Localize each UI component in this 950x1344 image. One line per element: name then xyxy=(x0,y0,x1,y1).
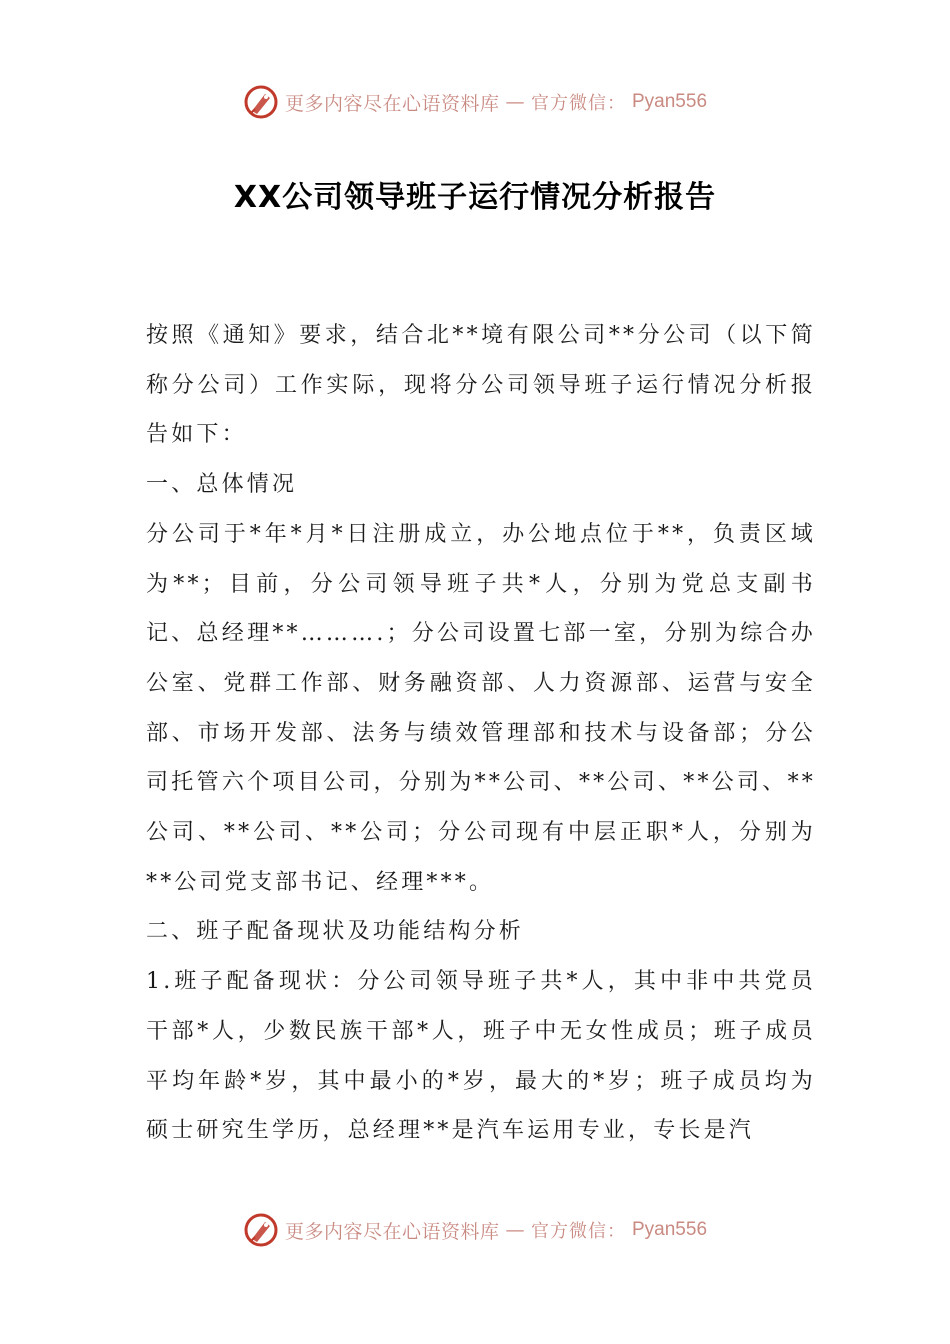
watermark-banner-bottom xyxy=(0,1210,950,1250)
watermark-dash: — xyxy=(505,1219,525,1241)
pen-nib-circle-icon xyxy=(243,1212,279,1248)
watermark-banner-top xyxy=(0,82,950,122)
watermark-main-text: 更多内容尽在心语资料库 xyxy=(284,1220,500,1243)
section-heading-overview: 一、总体情况 xyxy=(146,472,298,498)
document-title: XX公司领导班子运行情况分析报告 xyxy=(233,180,717,215)
watermark-dash: — xyxy=(505,91,525,113)
team-status-paragraph: 1.班子配备现状：分公司领导班子共*人，其中非中共党员干部*人，少数民族干部*人，班子中无女性成员；班子成员平均年龄*岁，其中最小的*岁，最大的*岁；班子成员均为硕士研究生学历，总经理**是汽车运用专业，专长是汽 xyxy=(146,969,816,1144)
watermark-wechat-id: Pyan556 xyxy=(632,1219,708,1240)
watermark-sub-text: 官方微信： xyxy=(531,93,626,114)
watermark-sub-text: 官方微信： xyxy=(531,1221,626,1242)
watermark-wechat-id: Pyan556 xyxy=(632,91,708,112)
section-heading-team-analysis: 二、班子配备现状及功能结构分析 xyxy=(146,919,525,945)
pen-nib-circle-icon xyxy=(243,84,279,120)
watermark-main-text: 更多内容尽在心语资料库 xyxy=(284,92,500,115)
document-body xyxy=(146,311,816,1156)
intro-paragraph: 按照《通知》要求，结合北**境有限公司**分公司（以下简称分公司）工作实际，现将分公司领导班子运行情况分析报告如下： xyxy=(146,323,816,448)
overview-paragraph: 分公司于*年*月*日注册成立，办公地点位于**，负责区域为**；目前，分公司领导班子共*人，分别为党总支副书记、总经理**……….；分公司设置七部一室，分别为综合办公室、党群工作部、财务融资部、人力资源部、运营与安全部、市场开发部、法务与绩效管理部和技术与设备部；分公司托管六个项目公司，分别为**公司、**公司、**公司、**公司、**公司、**公司；分公司现有中层正职*人，分别为**公司党支部书记、经理***。 xyxy=(146,521,816,895)
